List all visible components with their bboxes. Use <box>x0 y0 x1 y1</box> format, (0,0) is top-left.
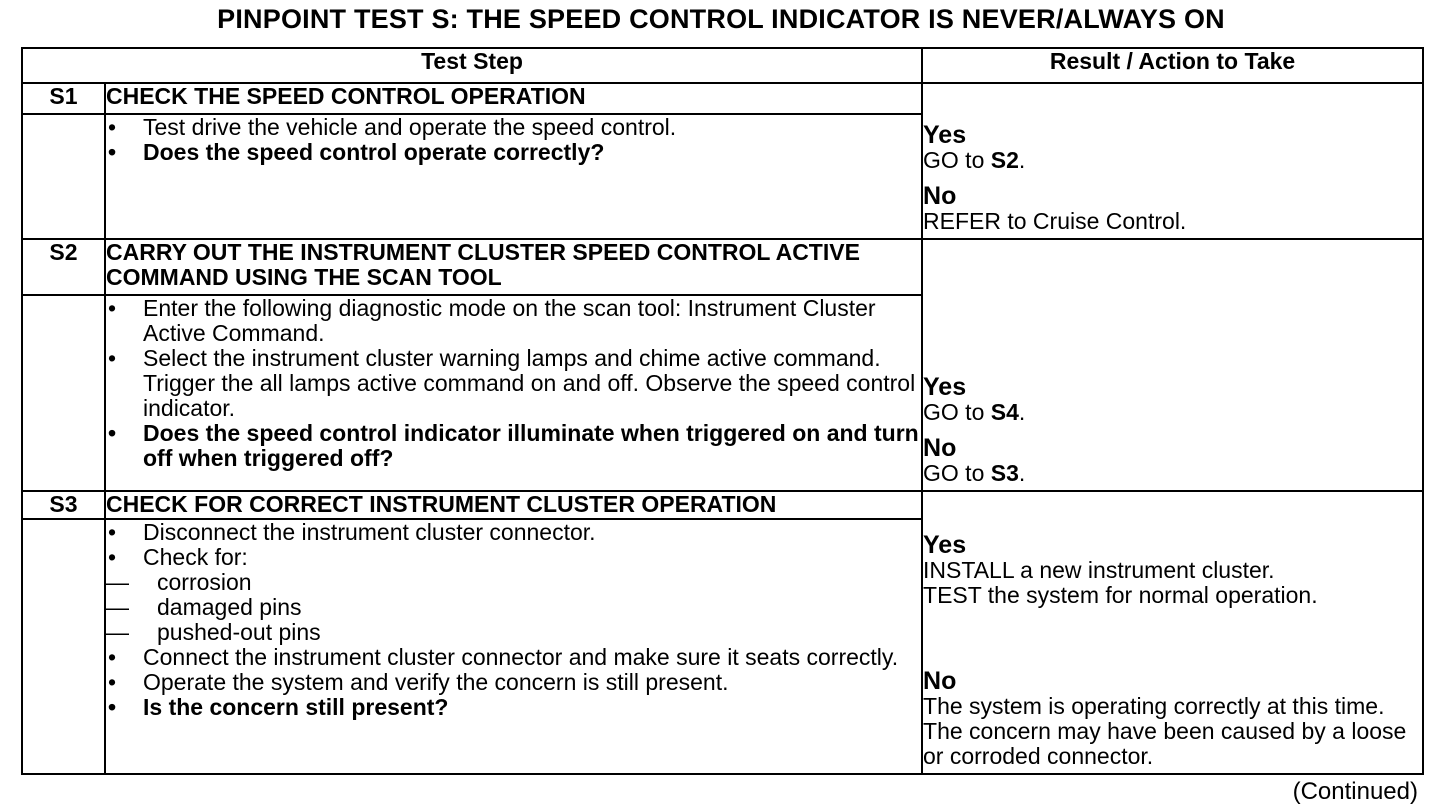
no-action: REFER to Cruise Control. <box>923 208 1187 234</box>
no-label: No <box>923 667 957 695</box>
step-s3-title-row <box>22 491 1423 519</box>
continued-note: (Continued) <box>1292 778 1418 805</box>
step-bullet-list <box>106 520 921 570</box>
yes-action-1: INSTALL a new instrument cluster. <box>923 557 1275 583</box>
step-s3-blank <box>22 519 105 774</box>
step-s2-title-row <box>22 239 1423 295</box>
step-s3-result <box>922 491 1423 774</box>
yes-action-2: TEST the system for normal operation. <box>923 582 1318 608</box>
yes-action: GO to S2. <box>923 147 1026 173</box>
pinpoint-test-table <box>21 47 1424 775</box>
step-id: S2 <box>22 239 105 295</box>
list-item: • Select the instrument cluster warning lamps and chime active command. Trigger the all lamps active command on and off. Observe the speed control indicator. <box>106 346 921 421</box>
step-s2-result <box>922 239 1423 491</box>
header-test-step: Test Step <box>22 48 922 83</box>
yes-label: Yes <box>923 531 967 559</box>
result-no <box>923 435 1422 486</box>
step-id: S3 <box>22 491 105 519</box>
header-row <box>22 48 1423 83</box>
step-title: CHECK FOR CORRECT INSTRUMENT CLUSTER OPERATION <box>105 491 922 519</box>
no-action: The system is operating correctly at this time. The concern may have been caused by a loose or corroded connector. <box>923 693 1407 769</box>
sub-item: — corrosion <box>106 570 921 595</box>
step-s2-blank <box>22 295 105 491</box>
step-s2-body <box>105 295 922 491</box>
step-id: S1 <box>22 83 105 114</box>
result-no <box>923 183 1422 234</box>
question-item: • Is the concern still present? <box>106 695 921 720</box>
list-item: • Connect the instrument cluster connector and make sure it seats correctly. <box>106 645 921 670</box>
no-action: GO to S3. <box>923 460 1026 486</box>
list-item: • Operate the system and verify the concern is still present. <box>106 670 921 695</box>
result-no <box>923 668 1422 769</box>
no-label: No <box>923 434 957 462</box>
page-title: PINPOINT TEST S: THE SPEED CONTROL INDICATOR IS NEVER/ALWAYS ON <box>217 4 1225 34</box>
list-item: • Enter the following diagnostic mode on the scan tool: Instrument Cluster Active Command. <box>106 296 921 346</box>
question-item: • Does the speed control operate correctly? <box>106 140 921 165</box>
result-yes <box>923 122 1422 173</box>
list-item: • Check for: <box>106 545 921 570</box>
sub-item: — pushed-out pins <box>106 620 921 645</box>
step-s3-body <box>105 519 922 774</box>
step-title: CARRY OUT THE INSTRUMENT CLUSTER SPEED CONTROL ACTIVE COMMAND USING THE SCAN TOOL <box>105 239 922 295</box>
check-sub-list <box>106 570 921 645</box>
list-item: • Disconnect the instrument cluster connector. <box>106 520 921 545</box>
step-s1-body <box>105 114 922 239</box>
step-s1-blank <box>22 114 105 239</box>
result-yes <box>923 532 1422 608</box>
step-bullet-list-2 <box>106 645 921 720</box>
sub-item: — damaged pins <box>106 595 921 620</box>
question-item: • Does the speed control indicator illuminate when triggered on and turn off when triggered off? <box>106 421 921 471</box>
step-s1-title-row <box>22 83 1423 114</box>
result-yes <box>923 374 1422 425</box>
step-bullet-list <box>106 296 921 471</box>
list-item: • Test drive the vehicle and operate the speed control. <box>106 115 921 140</box>
step-bullet-list <box>106 115 921 165</box>
step-s1-result <box>922 83 1423 239</box>
yes-label: Yes <box>923 373 967 401</box>
yes-label: Yes <box>923 121 967 149</box>
yes-action: GO to S4. <box>923 399 1026 425</box>
header-result: Result / Action to Take <box>922 48 1423 83</box>
no-label: No <box>923 182 957 210</box>
step-title: CHECK THE SPEED CONTROL OPERATION <box>105 83 922 114</box>
